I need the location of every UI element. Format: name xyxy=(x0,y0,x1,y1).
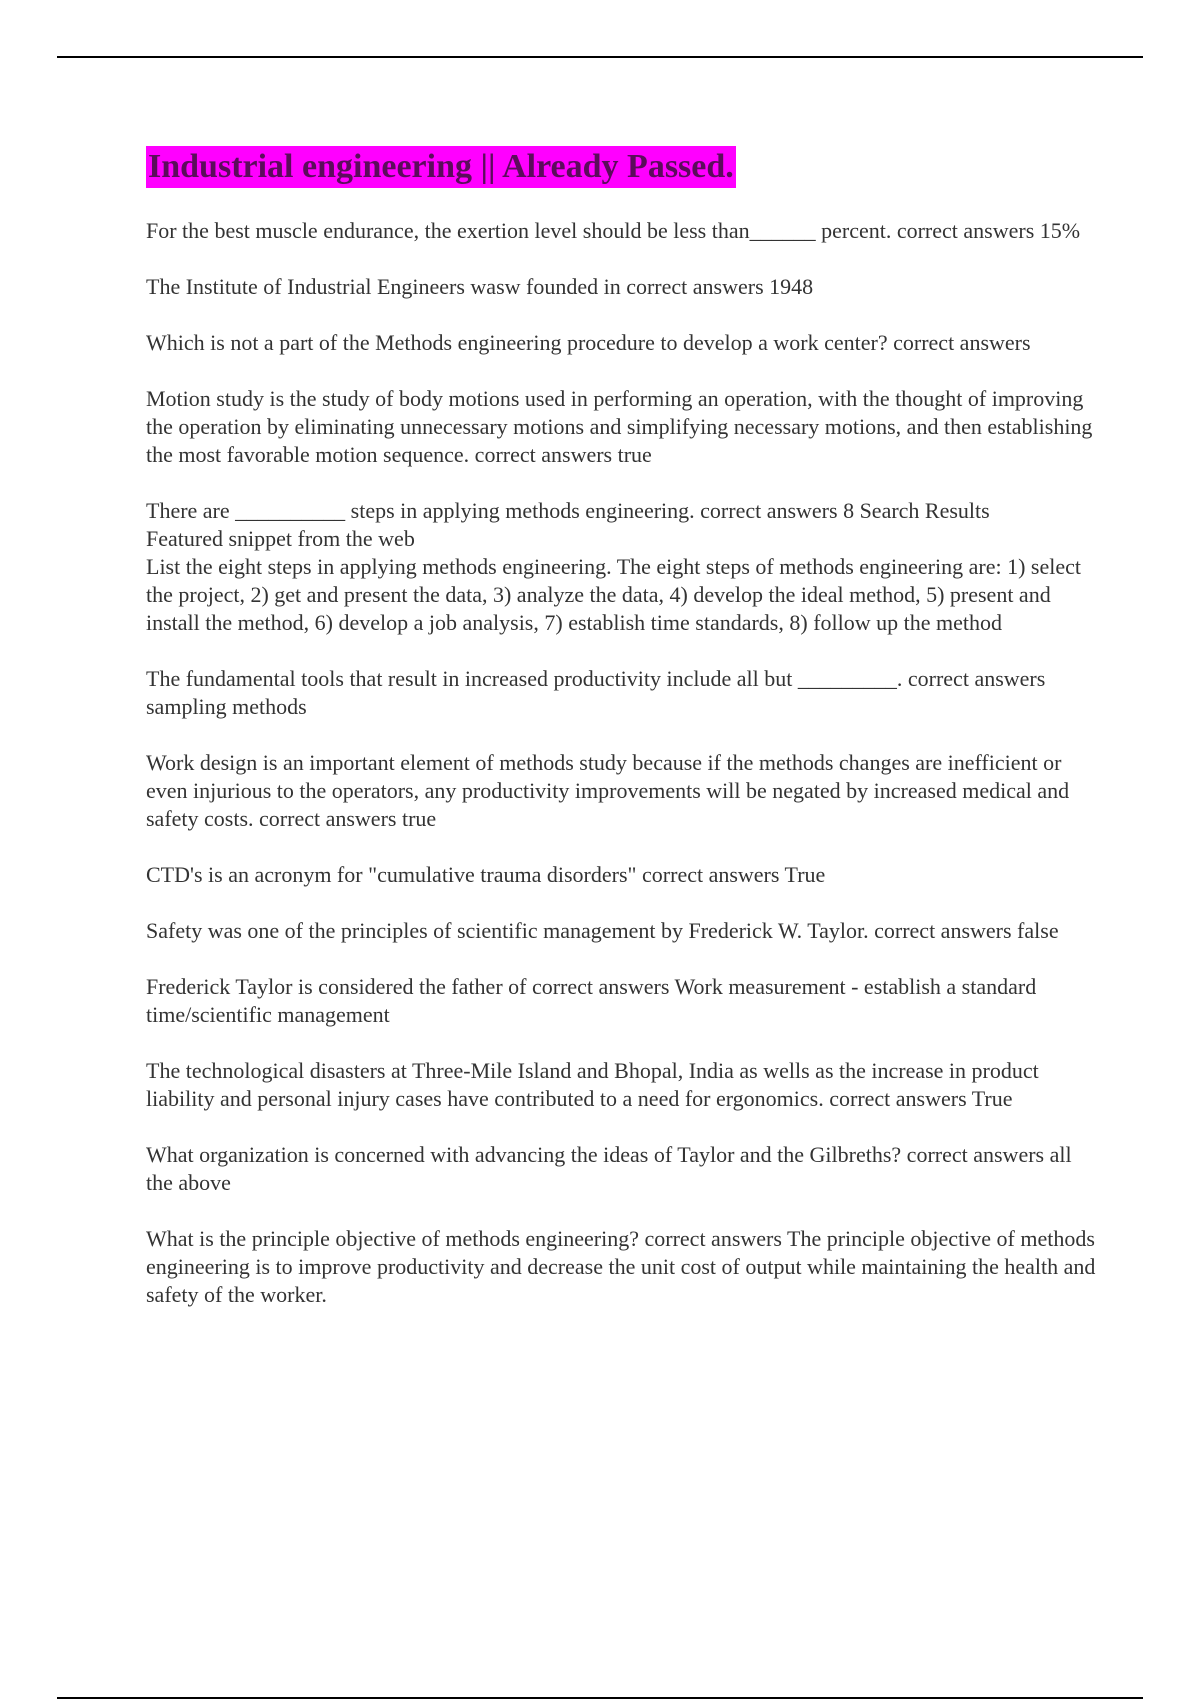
qa-paragraph xyxy=(146,329,1096,357)
qa-text: The Institute of Industrial Engineers wasw founded in correct answers 1948 xyxy=(146,274,814,299)
document-title: Industrial engineering || Already Passed. xyxy=(146,146,736,188)
snippet-text: List the eight steps in applying methods engineering. The eight steps of methods engineering are: 1) select the project, 2) get and present the data, 3) analyze the data, 4) develop the ideal method, 5) present and install the method, 6) develop a job analysis, 7) establish time standards, 8) follow up the method xyxy=(146,554,1081,635)
qa-paragraph xyxy=(146,1141,1096,1197)
qa-text: CTD's is an acronym for "cumulative trauma disorders" correct answers True xyxy=(146,862,826,887)
qa-text: Frederick Taylor is considered the father of correct answers Work measurement - establish a standard time/scientific management xyxy=(146,974,1037,1027)
qa-paragraph xyxy=(146,273,1096,301)
qa-text: What organization is concerned with advancing the ideas of Taylor and the Gilbreths? correct answers all the above xyxy=(146,1142,1072,1195)
qa-text: The fundamental tools that result in increased productivity include all but _________. correct answers sampling methods xyxy=(146,666,1046,719)
qa-text: There are __________ steps in applying methods engineering. correct answers 8 Search Results xyxy=(146,498,990,523)
qa-paragraph xyxy=(146,385,1096,469)
qa-paragraph xyxy=(146,1225,1096,1309)
qa-text: The technological disasters at Three-Mile Island and Bhopal, India as wells as the increase in product liability and personal injury cases have contributed to a need for ergonomics. correct answers True xyxy=(146,1058,1039,1111)
qa-paragraph xyxy=(146,497,1096,637)
footer-rule xyxy=(57,1697,1143,1699)
qa-text: Safety was one of the principles of scientific management by Frederick W. Taylor. correct answers false xyxy=(146,918,1059,943)
snippet-label: Featured snippet from the web xyxy=(146,526,415,551)
qa-text: For the best muscle endurance, the exertion level should be less than______ percent. correct answers 15% xyxy=(146,218,1081,243)
qa-paragraph xyxy=(146,1057,1096,1113)
qa-text: Motion study is the study of body motions used in performing an operation, with the thought of improving the operation by eliminating unnecessary motions and simplifying necessary motions, and then establishing the most favorable motion sequence. correct answers true xyxy=(146,386,1093,467)
qa-text: Work design is an important element of methods study because if the methods changes are inefficient or even injurious to the operators, any productivity improvements will be negated by increased medical and safety costs. correct answers true xyxy=(146,750,1070,831)
qa-paragraph xyxy=(146,973,1096,1029)
qa-paragraph xyxy=(146,749,1096,833)
qa-text: Which is not a part of the Methods engineering procedure to develop a work center? correct answers xyxy=(146,330,1031,355)
document-body xyxy=(146,146,1096,1337)
qa-text: What is the principle objective of methods engineering? correct answers The principle objective of methods engineering is to improve productivity and decrease the unit cost of output while maintaining the health and safety of the worker. xyxy=(146,1226,1096,1307)
header-rule xyxy=(57,56,1143,58)
qa-paragraph xyxy=(146,861,1096,889)
qa-paragraph xyxy=(146,917,1096,945)
qa-paragraph xyxy=(146,665,1096,721)
qa-paragraph xyxy=(146,217,1096,245)
